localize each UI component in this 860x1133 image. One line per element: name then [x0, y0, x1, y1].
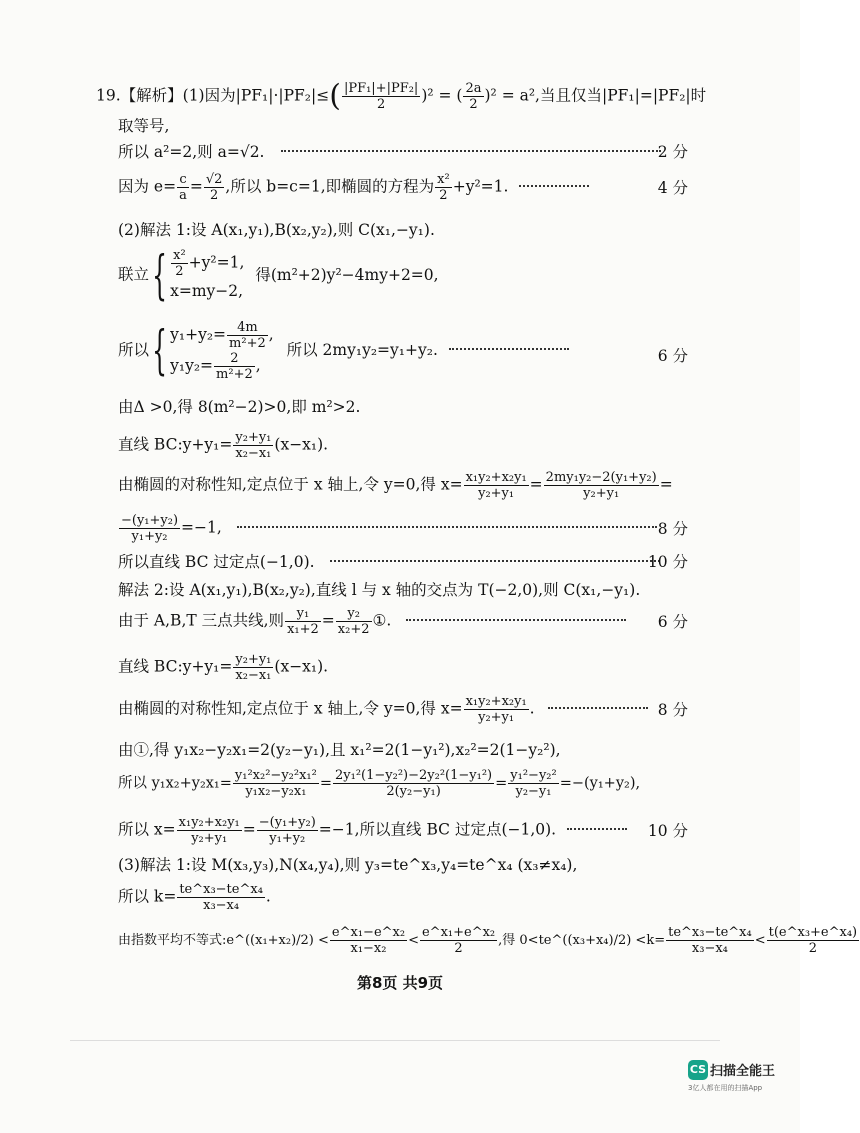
denominator: x₁+2	[287, 622, 319, 637]
text: 由①,得 y₁x₂−y₂x₁=2(y₂−y₁),且 x₁²=2(1−y₁²),x₂²=2(1−y₂²),	[118, 741, 561, 759]
fraction	[171, 248, 188, 279]
solution-line-4	[118, 172, 688, 203]
fraction	[464, 694, 529, 725]
denominator: y₁+y₂	[269, 831, 306, 846]
fraction	[544, 470, 659, 501]
denominator: y₂+y₁	[478, 486, 515, 501]
denominator: x₂+2	[337, 622, 370, 637]
denominator: 2	[376, 97, 386, 112]
text: )² = a²,当且仅当|PF₁|=|PF₂|时	[484, 86, 707, 105]
text: .	[529, 699, 535, 718]
denominator: y₁+y₂	[131, 529, 168, 544]
fraction	[177, 882, 265, 913]
solution-line-5	[118, 220, 435, 240]
text: 所以 k=	[118, 887, 177, 906]
fraction	[227, 320, 268, 351]
solution-line-14	[118, 606, 688, 637]
text: 所以直线 BC 过定点(−1,0).	[118, 553, 315, 571]
solution-line-19	[118, 815, 688, 846]
fraction	[336, 606, 372, 637]
scanner-watermark	[688, 1059, 775, 1093]
numerator: y₁²−y₂²	[510, 768, 557, 783]
numerator: 2my₁y₂−2(y₁+y₂)	[545, 470, 657, 485]
numerator: c	[177, 172, 189, 188]
text: =	[529, 475, 543, 494]
equation-system	[170, 248, 244, 303]
denominator: x₂−x₁	[235, 446, 272, 461]
denominator: x₃−x₄	[691, 941, 728, 956]
text: =	[189, 177, 203, 196]
fraction	[333, 768, 494, 799]
text: 得(m²+2)y²−4my+2=0,	[255, 265, 439, 284]
numerator: y₂+y₁	[235, 652, 272, 667]
denominator: x₃−x₄	[203, 898, 240, 913]
numerator: −(y₁+y₂)	[258, 815, 316, 830]
solution-line-7: 所以{ y₁+y₂= $\frac{4m}{\text{m²+2}}$ , y₁y₂= $\frac{2}{\text{m²+2}}$ , 所以 2my₁y₂=y₁+y₂. 6 分	[118, 320, 688, 382]
numerator: y₂	[336, 606, 372, 622]
brand-tagline: 3亿人都在用的扫描App	[688, 1083, 763, 1092]
text: (x−x₁).	[274, 435, 329, 454]
solution-line-17	[118, 740, 561, 760]
score-label: 4 分	[657, 179, 688, 197]
text: y₁y₂=	[170, 356, 214, 375]
text: (2)解法 1:设 A(x₁,y₁),B(x₂,y₂),则 C(x₁,−y₁).	[118, 221, 435, 239]
numerator: y₂+y₁	[235, 430, 272, 445]
score-label: 10 分	[647, 822, 688, 840]
text: 直线 BC:y+y₁=	[118, 435, 233, 454]
solution-line-21	[118, 882, 271, 913]
solution-line-1: 19.【解析】(1)因为|PF₁|·|PF₂|≤( $\frac{\text{|PF₁|+|PF₂|}}{2}$ )² = ( $\frac{2a}{2}$ )² = a²,当且仅当|PF₁|=|PF₂|时	[96, 78, 707, 114]
text: =−(y₁+y₂),	[559, 775, 641, 792]
denominator: y₂−y₁	[515, 784, 552, 799]
numerator: x²	[437, 172, 450, 187]
score-label: 2 分	[657, 143, 688, 161]
text: 由指数平均不等式:e^((x₁+x₂)/2) <	[118, 933, 329, 948]
numerator: t(e^x₃+e^x₄)	[768, 925, 858, 940]
denominator: 2	[175, 264, 184, 279]
fraction	[119, 513, 180, 544]
text: 所以 y₁x₂+y₂x₁=	[118, 775, 232, 792]
text: 由椭圆的对称性知,定点位于 x 轴上,令 y=0,得 x=	[118, 699, 463, 718]
fraction	[257, 815, 318, 846]
text: 取等号,	[118, 117, 170, 135]
fraction	[342, 81, 420, 112]
fraction	[330, 925, 407, 956]
denominator: y₂+y₁	[583, 486, 620, 501]
score-label: 6 分	[657, 347, 688, 365]
denominator: 2	[454, 941, 463, 956]
text: =−1,	[181, 518, 222, 537]
text: .	[265, 887, 271, 906]
solution-line-12	[118, 552, 688, 572]
denominator: a	[179, 188, 187, 203]
text: ①.	[372, 611, 392, 630]
text: )² = (	[421, 86, 463, 105]
numerator: y₁²x₂²−y₂²x₁²	[234, 768, 317, 783]
denominator: 2	[469, 97, 478, 112]
denominator: x₂−x₁	[235, 668, 272, 683]
fraction	[420, 925, 497, 956]
text: 因为 e=	[118, 177, 177, 196]
fraction	[233, 652, 273, 683]
denominator: 2	[808, 941, 818, 956]
fraction	[204, 172, 225, 203]
numerator: y₁	[285, 606, 321, 622]
text: +y²=1.	[452, 177, 509, 196]
score-label: 8 分	[657, 701, 688, 719]
numerator: e^x₁+e^x₂	[421, 925, 496, 940]
text: 19.【解析】(1)因为|PF₁|·|PF₂|≤	[96, 86, 330, 105]
numerator: 2a	[465, 81, 482, 96]
numerator: √2	[205, 172, 223, 187]
page-footer: 第8页 共9页	[356, 974, 444, 992]
camscanner-logo-icon: CS	[688, 1060, 708, 1080]
denominator: m²+2	[229, 336, 266, 351]
fraction	[285, 606, 321, 637]
solution-line-22	[118, 925, 860, 956]
score-label: 10 分	[647, 553, 688, 571]
equation-system: y₁+y₂= $\frac{4m}{\text{m²+2}}$ , y₁y₂= $\frac{2}{\text{m²+2}}$ ,	[170, 320, 274, 382]
text: 所以	[118, 341, 150, 359]
solution-line-11	[118, 513, 688, 544]
solution-line-20	[118, 855, 577, 875]
solution-line-3	[118, 142, 688, 162]
text: =−1,所以直线 BC 过定点(−1,0).	[318, 820, 557, 839]
text: 直线 BC:y+y₁=	[118, 657, 233, 676]
numerator: x₁y₂+x₂y₁	[178, 815, 240, 830]
numerator: |PF₁|+|PF₂|	[343, 81, 419, 96]
fraction	[508, 768, 558, 799]
solution-line-18	[118, 768, 640, 799]
divider	[70, 1040, 720, 1041]
solution-line-2	[118, 116, 169, 136]
fraction	[463, 81, 483, 112]
text: 由于 A,B,T 三点共线,则	[118, 611, 285, 630]
solution-line-13	[118, 580, 640, 600]
text: =	[495, 775, 508, 792]
text: x=my−2,	[170, 282, 244, 300]
solution-line-6: 联立{ $\frac{\text{x²}}{2}$ +y²=1, x=my−2, 得(m²+2)y²−4my+2=0,	[118, 245, 439, 306]
text: <	[408, 933, 419, 948]
text: =	[321, 611, 335, 630]
text: y₁+y₂=	[170, 325, 227, 344]
fraction	[177, 815, 242, 846]
numerator: x₁y₂+x₂y₁	[465, 470, 527, 485]
numerator: te^x₃−te^x₄	[179, 882, 263, 897]
text: ,所以 b=c=1,即椭圆的方程为	[225, 177, 435, 196]
fraction	[233, 768, 319, 799]
fraction	[214, 351, 255, 382]
solution-line-16	[118, 694, 688, 725]
numerator: te^x₃−te^x₄	[668, 925, 752, 940]
text: =	[659, 475, 673, 494]
text: +y²=1,	[188, 253, 245, 272]
fraction	[767, 925, 860, 956]
text: 所以 a²=2,则 a=√2.	[118, 143, 265, 161]
text: <	[754, 933, 766, 948]
score-label: 6 分	[657, 613, 688, 631]
text: 联立	[118, 265, 150, 284]
text: 由Δ >0,得 8(m²−2)>0,即 m²>2.	[118, 398, 361, 416]
denominator: y₁x₂−y₂x₁	[245, 784, 307, 799]
text: =	[242, 820, 256, 839]
denominator: 2	[210, 188, 219, 203]
numerator: 2	[214, 351, 255, 367]
fraction	[233, 430, 273, 461]
numerator: 2y₁²(1−y₂²)−2y₂²(1−y₁²)	[335, 768, 493, 783]
text: 解法 2:设 A(x₁,y₁),B(x₂,y₂),直线 l 与 x 轴的交点为 T(−2,0),则 C(x₁,−y₁).	[118, 581, 641, 599]
brand-title: 扫描全能王	[710, 1064, 776, 1079]
text: 所以 2my₁y₂=y₁+y₂.	[286, 341, 438, 359]
solution-line-8	[118, 397, 360, 417]
numerator: 4m	[227, 320, 268, 336]
fraction	[666, 925, 754, 956]
fraction	[464, 470, 529, 501]
fraction	[177, 172, 189, 203]
fraction	[435, 172, 452, 203]
numerator: e^x₁−e^x₂	[331, 925, 406, 940]
text: (x−x₁).	[274, 657, 329, 676]
numerator: −(y₁+y₂)	[121, 513, 179, 528]
denominator: y₂+y₁	[478, 710, 515, 725]
text: 由椭圆的对称性知,定点位于 x 轴上,令 y=0,得 x=	[118, 475, 463, 494]
denominator: y₂+y₁	[191, 831, 228, 846]
numerator: x²	[173, 248, 186, 263]
denominator: m²+2	[216, 367, 253, 382]
solution-line-15	[118, 652, 328, 683]
text: 所以 x=	[118, 820, 176, 839]
text: ,得 0<te^((x₃+x₄)/2) <k=	[498, 933, 666, 948]
solution-line-10	[118, 470, 673, 501]
text: =	[319, 775, 332, 792]
solution-line-9	[118, 430, 328, 461]
denominator: 2(y₂−y₁)	[386, 784, 441, 799]
denominator: 2	[439, 188, 448, 203]
text: (3)解法 1:设 M(x₃,y₃),N(x₄,y₄),则 y₃=te^x₃,y₄=te^x₄ (x₃≠x₄),	[118, 856, 578, 874]
numerator: x₁y₂+x₂y₁	[465, 694, 527, 709]
score-label: 8 分	[657, 520, 688, 538]
denominator: x₁−x₂	[350, 941, 387, 956]
